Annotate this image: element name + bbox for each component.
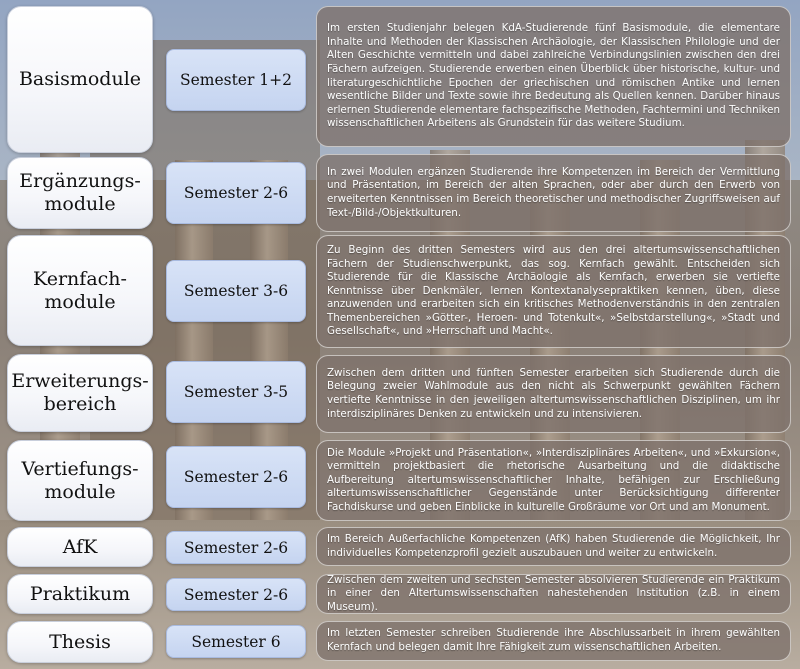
module-name-text: Basismodule	[18, 68, 142, 91]
module-description	[316, 527, 791, 566]
module-name-text: AfK	[62, 535, 98, 558]
module-name-text: Thesis	[49, 630, 111, 653]
semester-badge: Semester 1+2	[166, 49, 306, 111]
module-description-text: Zwischen dem dritten und fünften Semester erarbeiten sich Studierende durch die Belegung zweier Wahlmodule aus den nicht als Schwerpunkt gewählten Fächern vertiefte Kenntnisse in den jeweiligen altertumswissenschaftlichen Disziplinen, um ihr interdisziplinäres Denken zu entwickeln und zu intensivieren.	[327, 366, 780, 420]
module-description-text: Zu Beginn des dritten Semesters wird aus den drei altertumswissenschaftlichen Fächern der Studienschwerpunkt, das sog. Kernfach gewählt. Entscheiden sich Studierende für die Klassische Archäologie als Kernfach, erwerben sie vertiefte Kenntnisse über Denkmäler, lernen Kontextanalysepraktiken kennen, üben, diese anzuwenden und erarbeiten sich ein kritisches Methodenverständnis in den zentralen Themenbereichen »Götter-, Heroen- und Totenkult«, »Selbstdarstellung«, »Stadt und Gesellschaft«, und »Herrschaft und Macht«.	[327, 243, 780, 338]
module-name	[7, 157, 153, 229]
semester-badge: Semester 2-6	[166, 531, 306, 564]
module-name	[7, 574, 153, 614]
module-name	[7, 527, 153, 567]
module-name-text: Praktikum	[29, 582, 131, 605]
module-description-text: Im Bereich Außerfachliche Kompetenzen (AfK) haben Studierende die Möglichkeit, Ihr individuelles Kompetenzprofil gezielt auszubauen und weiter zu entwickeln.	[327, 532, 780, 559]
module-description-text: In zwei Modulen ergänzen Studierende ihre Kompetenzen im Bereich der Vermittlung und Präsentation, im Bereich der alten Sprachen, oder aber durch den Erwerb von erweiterten Kenntnissen im Bereich theoretischer und methodischer Zugriffsweisen auf Text-/Bild-/Objektkulturen.	[327, 165, 780, 219]
module-name	[7, 354, 153, 432]
module-description-text: Im ersten Studienjahr belegen KdA-Studierende fünf Basismodule, die elementare Inhalte und Methoden der Klassischen Archäologie, der Klassischen Philologie und der Alten Geschichte vermitteln und dabei zahlreiche Verbindungslinien zwischen den drei Fächern aufzeigen. Studierende erwerben einen Überblick über historische, kultur- und literaturgeschichtliche Epochen der griechischen und römischen Antike und lernen wesentliche Bilder und Texte sowie ihre Bedeutung als Quellen kennen. Darüber hinaus erlernen Studierende elementare fachspezifische Methoden, Fachtermini und Techniken wissenschaftlichen Arbeitens als Grundstein für das weitere Studium.	[327, 22, 780, 130]
semester-badge: Semester 2-6	[166, 162, 306, 224]
module-name-text: Kernfach- module	[33, 267, 127, 313]
module-description-text: Die Module »Projekt und Präsentation«, »Interdisziplinäres Arbeiten«, und »Exkursion«, vermitteln projektbasiert die rhetorische Ausarbeitung und die didaktische Aufbereitung altertumswissenschaftlicher Inhalte, befähigen zur Erschließung altertumswissenschaftlicher Gegenstände unter Berücksichtigung differenter Fachdiskurse und geben Einblicke in kulturelle Großräume vor Ort und am Monument.	[327, 446, 780, 513]
module-description	[316, 621, 791, 661]
module-description-text: Zwischen dem zweiten und sechsten Semester absolvieren Studierende ein Praktikum in einer den Altertumswissenschaften nahestehenden Institution (z.B. in einem Museum).	[327, 573, 780, 613]
module-name	[7, 6, 153, 153]
module-name	[7, 235, 153, 346]
semester-badge: Semester 2-6	[166, 578, 306, 611]
semester-badge: Semester 6	[166, 625, 306, 658]
module-description	[316, 355, 791, 433]
module-name-text: Erweiterungs- bereich	[11, 370, 149, 415]
module-description	[316, 235, 791, 348]
semester-badge: Semester 3-6	[166, 260, 306, 322]
semester-badge: Semester 3-5	[166, 361, 306, 423]
module-description	[316, 574, 791, 614]
semester-badge: Semester 2-6	[166, 446, 306, 508]
module-description	[316, 6, 791, 147]
module-description	[316, 440, 791, 521]
module-name	[7, 621, 153, 663]
module-description-text: Im letzten Semester schreiben Studierende ihre Abschlussarbeit in ihrem gewählten Kernfach und belegen damit Ihre Fähigkeit zum wissenschaftlichen Arbeiten.	[327, 627, 780, 653]
module-description	[316, 154, 791, 232]
module-name-text: Vertiefungs- module	[21, 457, 139, 503]
module-name-text: Ergänzungs- module	[19, 170, 141, 215]
module-name	[7, 440, 153, 521]
